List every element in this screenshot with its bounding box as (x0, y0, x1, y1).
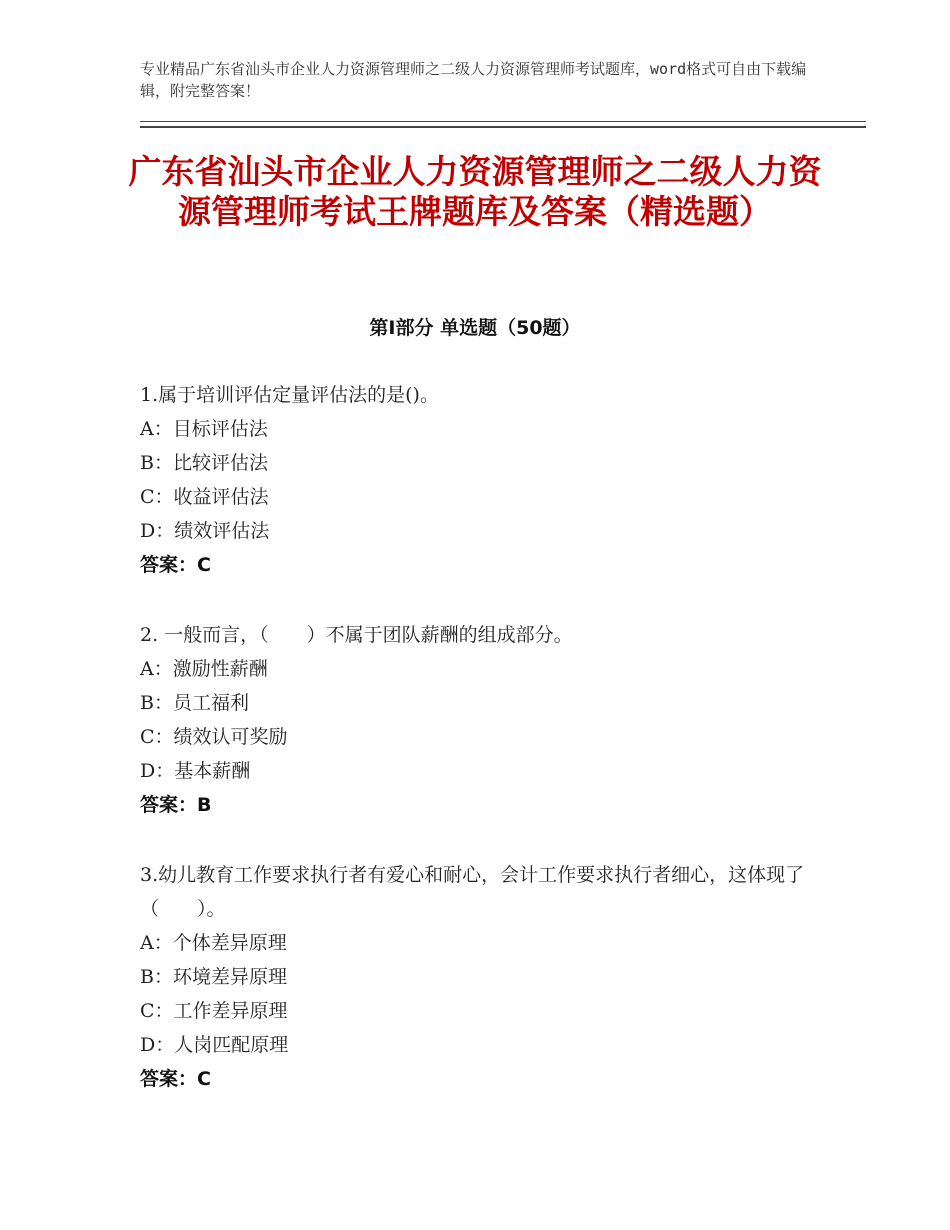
question-stem: 2. 一般而言，（ ）不属于团队薪酬的组成部分。 (140, 624, 573, 646)
header-note: 专业精品广东省汕头市企业人力资源管理师之二级人力资源管理师考试题库，word格式可自由下载编辑，附完整答案！ (140, 60, 807, 100)
question-2 (140, 618, 820, 822)
header-divider-thick (140, 126, 866, 128)
question-1 (140, 378, 820, 582)
part-heading: 第Ⅰ部分 单选题（50题） (369, 317, 581, 339)
option-d: D：绩效评估法 (140, 520, 270, 542)
answer: 答案：C (140, 554, 211, 576)
header-divider-thin (140, 121, 866, 122)
question-stem: 1.属于培训评估定量评估法的是()。 (140, 384, 439, 406)
option-d: D：基本薪酬 (140, 760, 251, 782)
option-d: D：人岗匹配原理 (140, 1034, 289, 1056)
option-a: A：个体差异原理 (140, 932, 287, 954)
document-title: 广东省汕头市企业人力资源管理师之二级人力资源管理师考试王牌题库及答案（精选题） (128, 152, 822, 231)
question-3 (140, 858, 820, 1096)
option-b: B：比较评估法 (140, 452, 268, 474)
option-b: B：环境差异原理 (140, 966, 287, 988)
option-c: C：绩效认可奖励 (140, 726, 288, 748)
question-list (140, 378, 820, 1132)
option-c: C：工作差异原理 (140, 1000, 288, 1022)
option-b: B：员工福利 (140, 692, 249, 714)
option-a: A：目标评估法 (140, 418, 268, 440)
question-stem: 3.幼儿教育工作要求执行者有爱心和耐心，会计工作要求执行者细心，这体现了（ ）。 (140, 864, 805, 920)
answer: 答案：B (140, 794, 212, 816)
answer: 答案：C (140, 1068, 211, 1090)
option-a: A：激励性薪酬 (140, 658, 268, 680)
option-c: C：收益评估法 (140, 486, 269, 508)
